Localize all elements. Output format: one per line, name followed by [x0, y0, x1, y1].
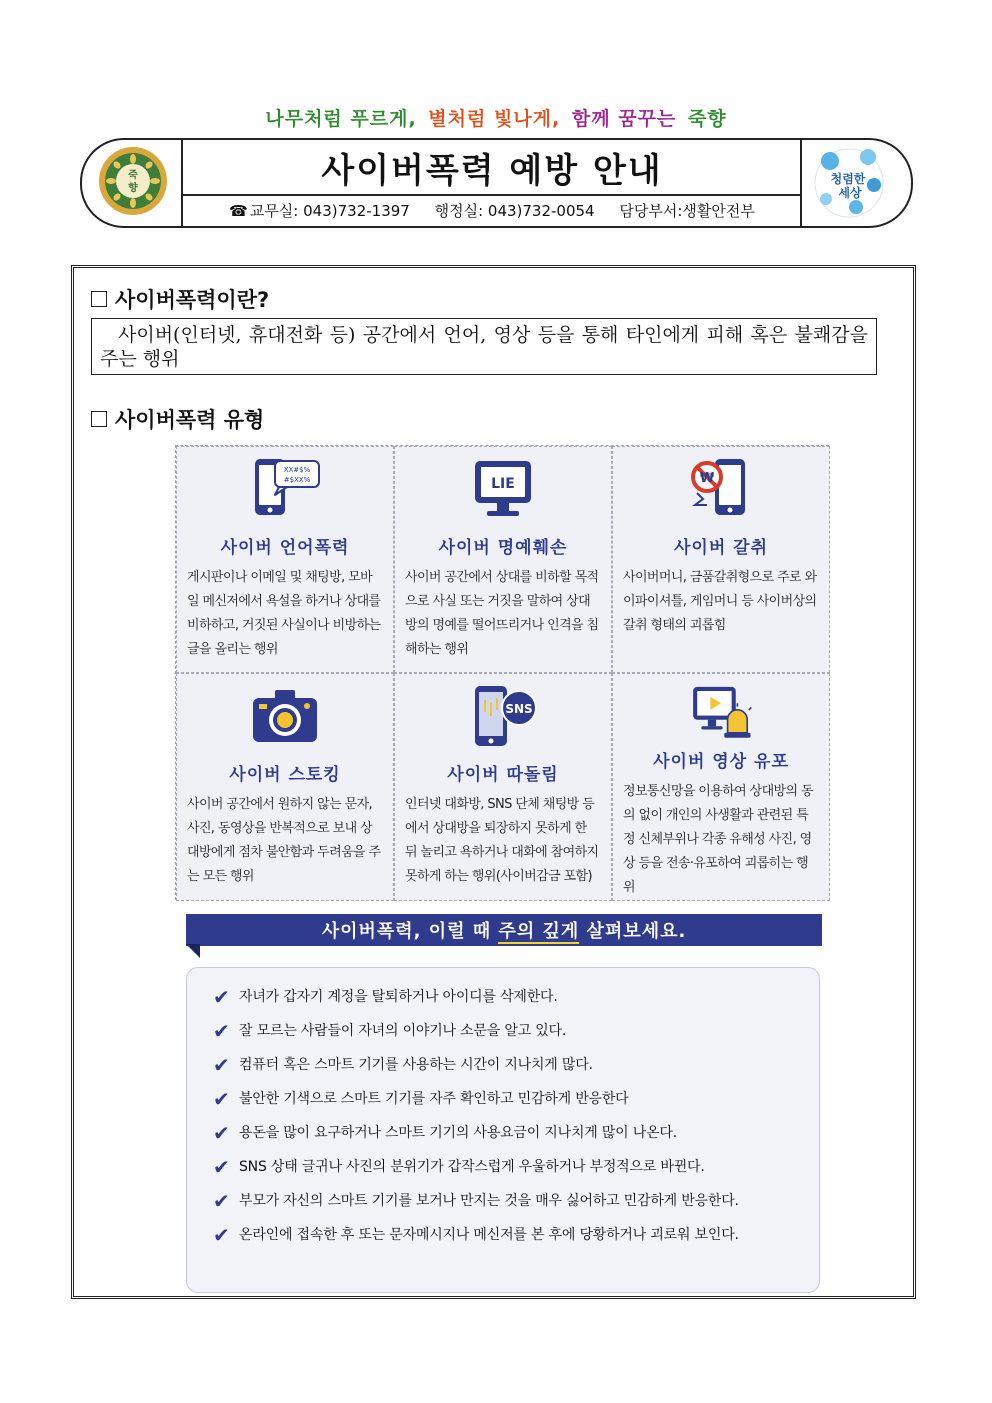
- emblem-text-2: 향: [128, 183, 138, 194]
- banner-text-post: 살펴보세요.: [579, 921, 687, 942]
- type-card-video-leak: [612, 673, 830, 901]
- type-card-defamation: [394, 446, 612, 673]
- bubble-text-1: XX#$%: [283, 466, 311, 474]
- list-item: [213, 1120, 799, 1147]
- screen-text: ₩: [699, 471, 715, 486]
- list-item: [213, 1086, 799, 1113]
- list-item-text: SNS 상태 글귀나 사진의 분위기가 갑작스럽게 우울하거나 부정적으로 바뀐다.: [239, 1159, 705, 1175]
- type-card-extortion: [612, 446, 830, 673]
- list-item-text: 자녀가 갑자기 계정을 탈퇴하거나 아이디를 삭제한다.: [239, 989, 558, 1005]
- type-card-verbal: [176, 446, 394, 673]
- motto-part-3: 함께 꿈꾸는: [571, 108, 677, 130]
- list-item: [213, 1154, 799, 1181]
- list-item: [213, 1222, 799, 1249]
- monitor-lie-icon: [463, 455, 543, 527]
- school-motto: [0, 104, 992, 131]
- type-description: 인터넷 대화방, SNS 단체 채팅방 등에서 상대방을 퇴장하지 못하게 한 뒤 놀리고 욕하거나 대화에 참여하지 못하게 하는 행위(사이버감금 포함): [405, 797, 599, 884]
- checkmark-icon: ✔: [213, 985, 230, 1009]
- type-description: 사이버 공간에서 상대를 비하할 목적으로 사실 또는 거짓을 말하여 상대방의 명예를 떨어뜨리거나 인격을 침해하는 행위: [405, 570, 599, 657]
- banner-fold: [186, 944, 200, 958]
- phone-icon: ☎: [229, 202, 248, 220]
- checkmark-icon: ✔: [213, 1189, 230, 1213]
- office-phone: 교무실: 043)732-1397: [249, 202, 410, 220]
- checkbox-square-icon: [91, 291, 107, 307]
- logo-text-2: 세상: [838, 186, 862, 200]
- type-description: 정보통신망을 이용하여 상대방의 동의 없이 개인의 사생활과 관련된 특정 신체부위나 각종 유해성 사진, 영상 등을 전송·유포하여 괴롭히는 행위: [623, 784, 813, 895]
- list-item-text: 용돈을 많이 요구하거나 스마트 기기의 사용요금이 지나치게 많이 나온다.: [239, 1125, 677, 1141]
- header-contact: [183, 200, 801, 221]
- page-title: 사이버폭력 예방 안내: [321, 151, 663, 191]
- checkmark-icon: ✔: [213, 1087, 230, 1111]
- department: 담당부서:생활안전부: [619, 202, 755, 220]
- list-item-text: 불안한 기색으로 스마트 기기를 자주 확인하고 민감하게 반응한다: [239, 1091, 629, 1107]
- warning-signs-checklist: [186, 967, 820, 1293]
- sns-badge-text: SNS: [505, 702, 533, 716]
- list-item: [213, 984, 799, 1011]
- bubble-text-2: #$XX%: [283, 476, 311, 484]
- motto-part-1: 나무처럼 푸르게,: [265, 108, 417, 130]
- list-item: [213, 1018, 799, 1045]
- motto-part-2: 별처럼 빛나게,: [428, 108, 561, 130]
- checkmark-icon: ✔: [213, 1053, 230, 1077]
- violence-types-grid: [175, 445, 829, 900]
- caution-banner-text: [186, 917, 822, 943]
- integrity-logo-icon: [808, 143, 890, 221]
- list-item-text: 부모가 자신의 스마트 기기를 보거나 만지는 것을 매우 싫어하고 민감하게 반응한다.: [239, 1193, 739, 1209]
- type-description: 사이버머니, 금품갈취형으로 주로 와이파이셔틀, 게임머니 등 사이버상의 갈취 형태의 괴롭힘: [623, 570, 817, 633]
- banner-text-highlight: 주의 깊게: [498, 921, 580, 942]
- phone-chat-icon: [245, 455, 325, 527]
- logo-text-1: 청렴한: [830, 172, 866, 186]
- section-title-definition: [91, 284, 269, 314]
- camera-icon: [245, 682, 325, 754]
- checkmark-icon: ✔: [213, 1121, 230, 1145]
- type-title: 사이버 언어폭력: [220, 538, 350, 558]
- type-card-stalking: [176, 673, 394, 901]
- checkmark-icon: ✔: [213, 1155, 230, 1179]
- motto-part-4: 죽향: [687, 108, 727, 130]
- checkmark-icon: ✔: [213, 1223, 230, 1247]
- type-title: 사이버 따돌림: [447, 765, 559, 785]
- type-title: 사이버 스토킹: [229, 765, 341, 785]
- banner-text-pre: 사이버폭력, 이럴 때: [321, 921, 499, 942]
- screen-text: LIE: [491, 476, 515, 492]
- type-title: 사이버 갈취: [673, 538, 769, 558]
- type-description: 게시판이나 이메일 및 채팅방, 모바일 메신저에서 욕설을 하거나 상대를 비하하고, 거짓된 사실이나 비방하는 글을 올리는 행위: [187, 570, 381, 657]
- video-alarm-icon: [681, 682, 761, 741]
- phone-no-money-icon: [681, 455, 761, 527]
- admin-phone: 행정실: 043)732-0054: [434, 202, 595, 220]
- checkbox-square-icon: [91, 411, 107, 427]
- section-title-types: [91, 404, 264, 434]
- section-title-text: 사이버폭력 유형: [115, 408, 265, 432]
- list-item: [213, 1052, 799, 1079]
- list-item-text: 컴퓨터 혹은 스마트 기기를 사용하는 시간이 지나치게 많다.: [239, 1057, 593, 1073]
- section-title-text: 사이버폭력이란?: [115, 288, 270, 312]
- type-title: 사이버 영상 유포: [653, 752, 789, 772]
- type-title: 사이버 명예훼손: [438, 538, 568, 558]
- emblem-text-1: 죽: [128, 170, 138, 181]
- phone-sns-icon: [463, 682, 543, 754]
- header-divider-horizontal: [183, 194, 801, 196]
- list-item: [213, 1188, 799, 1215]
- school-emblem-icon: [97, 145, 169, 217]
- definition-box: 사이버(인터넷, 휴대전화 등) 공간에서 언어, 영상 등을 통해 타인에게 피해 혹은 불쾌감을 주는 행위: [91, 318, 877, 375]
- checkmark-icon: ✔: [213, 1019, 230, 1043]
- list-item-text: 잘 모르는 사람들이 자녀의 이야기나 소문을 알고 있다.: [239, 1023, 567, 1039]
- type-card-ostracism: [394, 673, 612, 901]
- list-item-text: 온라인에 접속한 후 또는 문자메시지나 메신저를 본 후에 당황하거나 괴로워 보인다.: [239, 1227, 739, 1243]
- type-description: 사이버 공간에서 원하지 않는 문자, 사진, 동영상을 반복적으로 보내 상대방에게 점차 불안함과 두려움을 주는 모든 행위: [187, 797, 381, 884]
